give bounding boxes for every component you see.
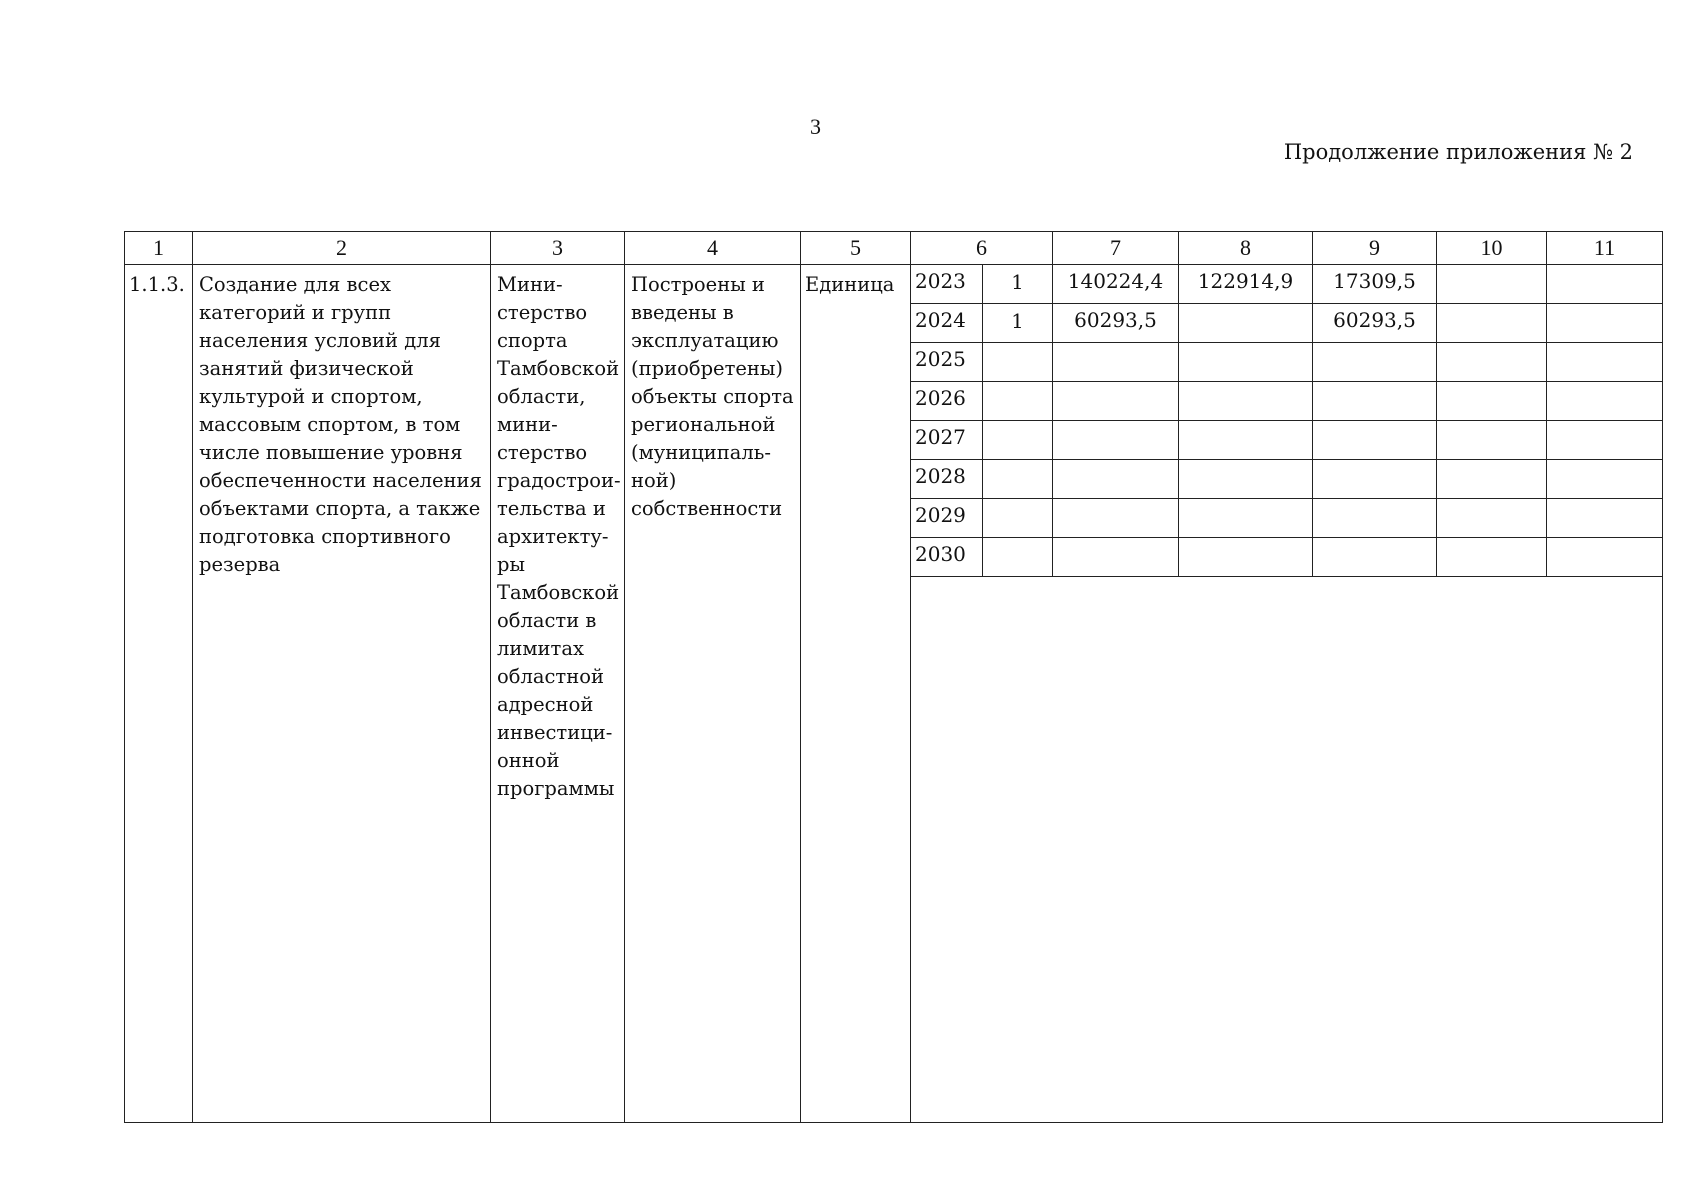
header-cell: 10 bbox=[1437, 232, 1547, 265]
amount-cell bbox=[1547, 343, 1663, 382]
header-cell: 6 bbox=[911, 232, 1053, 265]
amount-cell bbox=[1179, 499, 1313, 538]
qty-cell bbox=[983, 538, 1053, 577]
program-table bbox=[124, 231, 1663, 1123]
amount-cell bbox=[1437, 382, 1547, 421]
year-cell: 2028 bbox=[911, 460, 983, 499]
amount-cell bbox=[1437, 460, 1547, 499]
amount-cell bbox=[1547, 538, 1663, 577]
amount-cell bbox=[1053, 343, 1179, 382]
qty-cell bbox=[983, 499, 1053, 538]
amount-cell bbox=[1313, 460, 1437, 499]
amount-cell bbox=[1547, 304, 1663, 343]
row-executor: Мини-стерство спорта Тамбовской области, мини-стерство градострои-тельства и архитекту-ры Тамбовской области в лимитах областной адресной инвестици-онной программы bbox=[491, 265, 625, 1123]
row-code: 1.1.3. bbox=[125, 265, 193, 1123]
header-cell: 1 bbox=[125, 232, 193, 265]
qty-cell bbox=[983, 421, 1053, 460]
header-cell: 4 bbox=[625, 232, 801, 265]
amount-cell bbox=[1179, 460, 1313, 499]
amount-cell bbox=[1313, 421, 1437, 460]
amount-cell bbox=[1547, 499, 1663, 538]
amount-cell bbox=[1053, 421, 1179, 460]
amount-cell: 60293,5 bbox=[1313, 304, 1437, 343]
amount-cell bbox=[1437, 304, 1547, 343]
amount-cell bbox=[1053, 382, 1179, 421]
amount-cell: 140224,4 bbox=[1053, 265, 1179, 304]
amount-cell bbox=[1179, 343, 1313, 382]
amount-cell bbox=[1437, 421, 1547, 460]
year-cell: 2023 bbox=[911, 265, 983, 304]
header-cell: 2 bbox=[193, 232, 491, 265]
year-cell: 2029 bbox=[911, 499, 983, 538]
qty-cell bbox=[983, 382, 1053, 421]
amount-cell bbox=[1313, 538, 1437, 577]
filler-cell bbox=[911, 577, 1663, 1123]
amount-cell bbox=[1313, 499, 1437, 538]
qty-cell: 1 bbox=[983, 265, 1053, 304]
year-cell: 2027 bbox=[911, 421, 983, 460]
amount-cell: 17309,5 bbox=[1313, 265, 1437, 304]
amount-cell bbox=[1053, 460, 1179, 499]
amount-cell bbox=[1437, 343, 1547, 382]
amount-cell: 122914,9 bbox=[1179, 265, 1313, 304]
header-cell: 3 bbox=[491, 232, 625, 265]
row-unit: Единица bbox=[801, 265, 911, 1123]
header-cell: 7 bbox=[1053, 232, 1179, 265]
header-cell: 9 bbox=[1313, 232, 1437, 265]
amount-cell bbox=[1313, 382, 1437, 421]
amount-cell bbox=[1179, 382, 1313, 421]
amount-cell bbox=[1313, 343, 1437, 382]
row-description: Создание для всех категорий и групп населения условий для занятий физической культурой и спортом, массовым спортом, в том числе повышение уровня обеспеченности населения объектами спорта, а также подготовка спортивного резерва bbox=[193, 265, 491, 1123]
year-cell: 2025 bbox=[911, 343, 983, 382]
header-cell: 11 bbox=[1547, 232, 1663, 265]
qty-cell bbox=[983, 460, 1053, 499]
amount-cell bbox=[1437, 538, 1547, 577]
amount-cell bbox=[1179, 421, 1313, 460]
header-cell: 5 bbox=[801, 232, 911, 265]
header-cell: 8 bbox=[1179, 232, 1313, 265]
amount-cell bbox=[1547, 265, 1663, 304]
amount-cell bbox=[1547, 421, 1663, 460]
amount-cell bbox=[1179, 538, 1313, 577]
amount-cell bbox=[1547, 460, 1663, 499]
row-result: Построены и введены в эксплуатацию (приобретены) объекты спорта региональной (муниципаль-ной) собственности bbox=[625, 265, 801, 1123]
table-row bbox=[125, 265, 1663, 304]
year-cell: 2026 bbox=[911, 382, 983, 421]
amount-cell bbox=[1437, 499, 1547, 538]
amount-cell: 60293,5 bbox=[1053, 304, 1179, 343]
amount-cell bbox=[1179, 304, 1313, 343]
amount-cell bbox=[1053, 499, 1179, 538]
continuation-label: Продолжение приложения № 2 bbox=[1283, 140, 1633, 164]
qty-cell bbox=[983, 343, 1053, 382]
qty-cell: 1 bbox=[983, 304, 1053, 343]
header-row bbox=[125, 232, 1663, 265]
amount-cell bbox=[1547, 382, 1663, 421]
amount-cell bbox=[1053, 538, 1179, 577]
amount-cell bbox=[1437, 265, 1547, 304]
page-number: 3 bbox=[810, 114, 821, 139]
year-cell: 2024 bbox=[911, 304, 983, 343]
year-cell: 2030 bbox=[911, 538, 983, 577]
